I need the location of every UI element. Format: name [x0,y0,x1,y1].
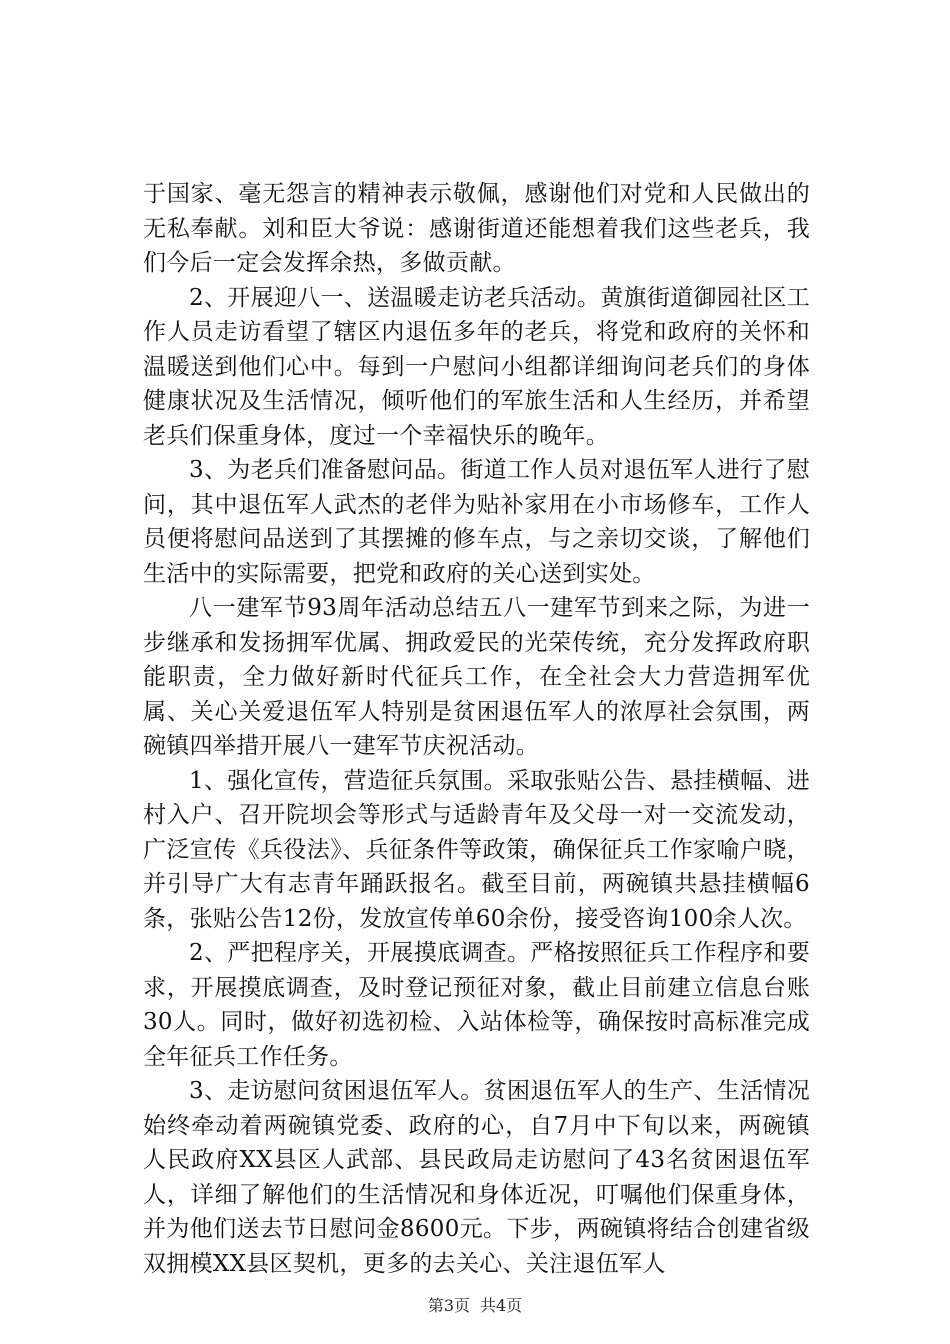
paragraph-5: 1、强化宣传，营造征兵氛围。采取张贴公告、悬挂横幅、进村入户、召开院坝会等形式与适龄青年及父母一对一交流发动，广泛宣传《兵役法》、兵征条件等政策，确保征兵工作家喻户晓，并引导广大有志青年踊跃报名。截至目前，两碗镇共悬挂横幅6条，张贴公告12份，发放宣传单60余份，接受咨询100余人次。 [143,767,810,932]
paragraph-2: 2、开展迎八一、送温暖走访老兵活动。黄旗街道御园社区工作人员走访看望了辖区内退伍多年的老兵，将党和政府的关怀和温暖送到他们心中。每到一户慰问小组都详细询问老兵们的身体健康状况及生活情况，倾听他们的军旅生活和人生经历，并希望老兵们保重身体，度过一个幸福快乐的晚年。 [143,284,810,449]
page-number: 第3页 [427,1296,470,1315]
paragraph-1: 于国家、毫无怨言的精神表示敬佩，感谢他们对党和人民做出的无私奉献。刘和臣大爷说：感谢街道还能想着我们这些老兵，我们今后一定会发挥余热，多做贡献。 [143,181,810,276]
paragraph-4: 八一建军节93周年活动总结五八一建军节到来之际，为进一步继承和发扬拥军优属、拥政爱民的光荣传统，充分发挥政府职能职责，全力做好新时代征兵工作，在全社会大力营造拥军优属、关心关爱退伍军人特别是贫困退伍军人的浓厚社会氛围，两碗镇四举措开展八一建军节庆祝活动。 [143,595,810,759]
page-footer [0,1296,950,1316]
document-body [143,177,810,1281]
paragraph-3: 3、为老兵们准备慰问品。街道工作人员对退伍军人进行了慰问，其中退伍军人武杰的老伴为贴补家用在小市场修车，工作人员便将慰问品送到了其摆摊的修车点，与之亲切交谈，了解他们生活中的实际需要，把党和政府的关心送到实处。 [143,457,810,587]
paragraph-7: 3、走访慰问贫困退伍军人。贫困退伍军人的生产、生活情况始终牵动着两碗镇党委、政府的心，自7月中下旬以来，两碗镇人民政府XX县区人武部、县民政局走访慰问了43名贫困退伍军人，详细了解他们的生活情况和身体近况，叮嘱他们保重身体，并为他们送去节日慰问金8600元。下步，两碗镇将结合创建省级双拥模XX县区契机，更多的去关心、关注退伍军人 [143,1078,810,1277]
page-total: 共4页 [480,1296,523,1315]
paragraph-6: 2、严把程序关，开展摸底调查。严格按照征兵工作程序和要求，开展摸底调查，及时登记预征对象，截止目前建立信息台账30人。同时，做好初选初检、入站体检等，确保按时高标准完成全年征兵工作任务。 [143,940,810,1070]
